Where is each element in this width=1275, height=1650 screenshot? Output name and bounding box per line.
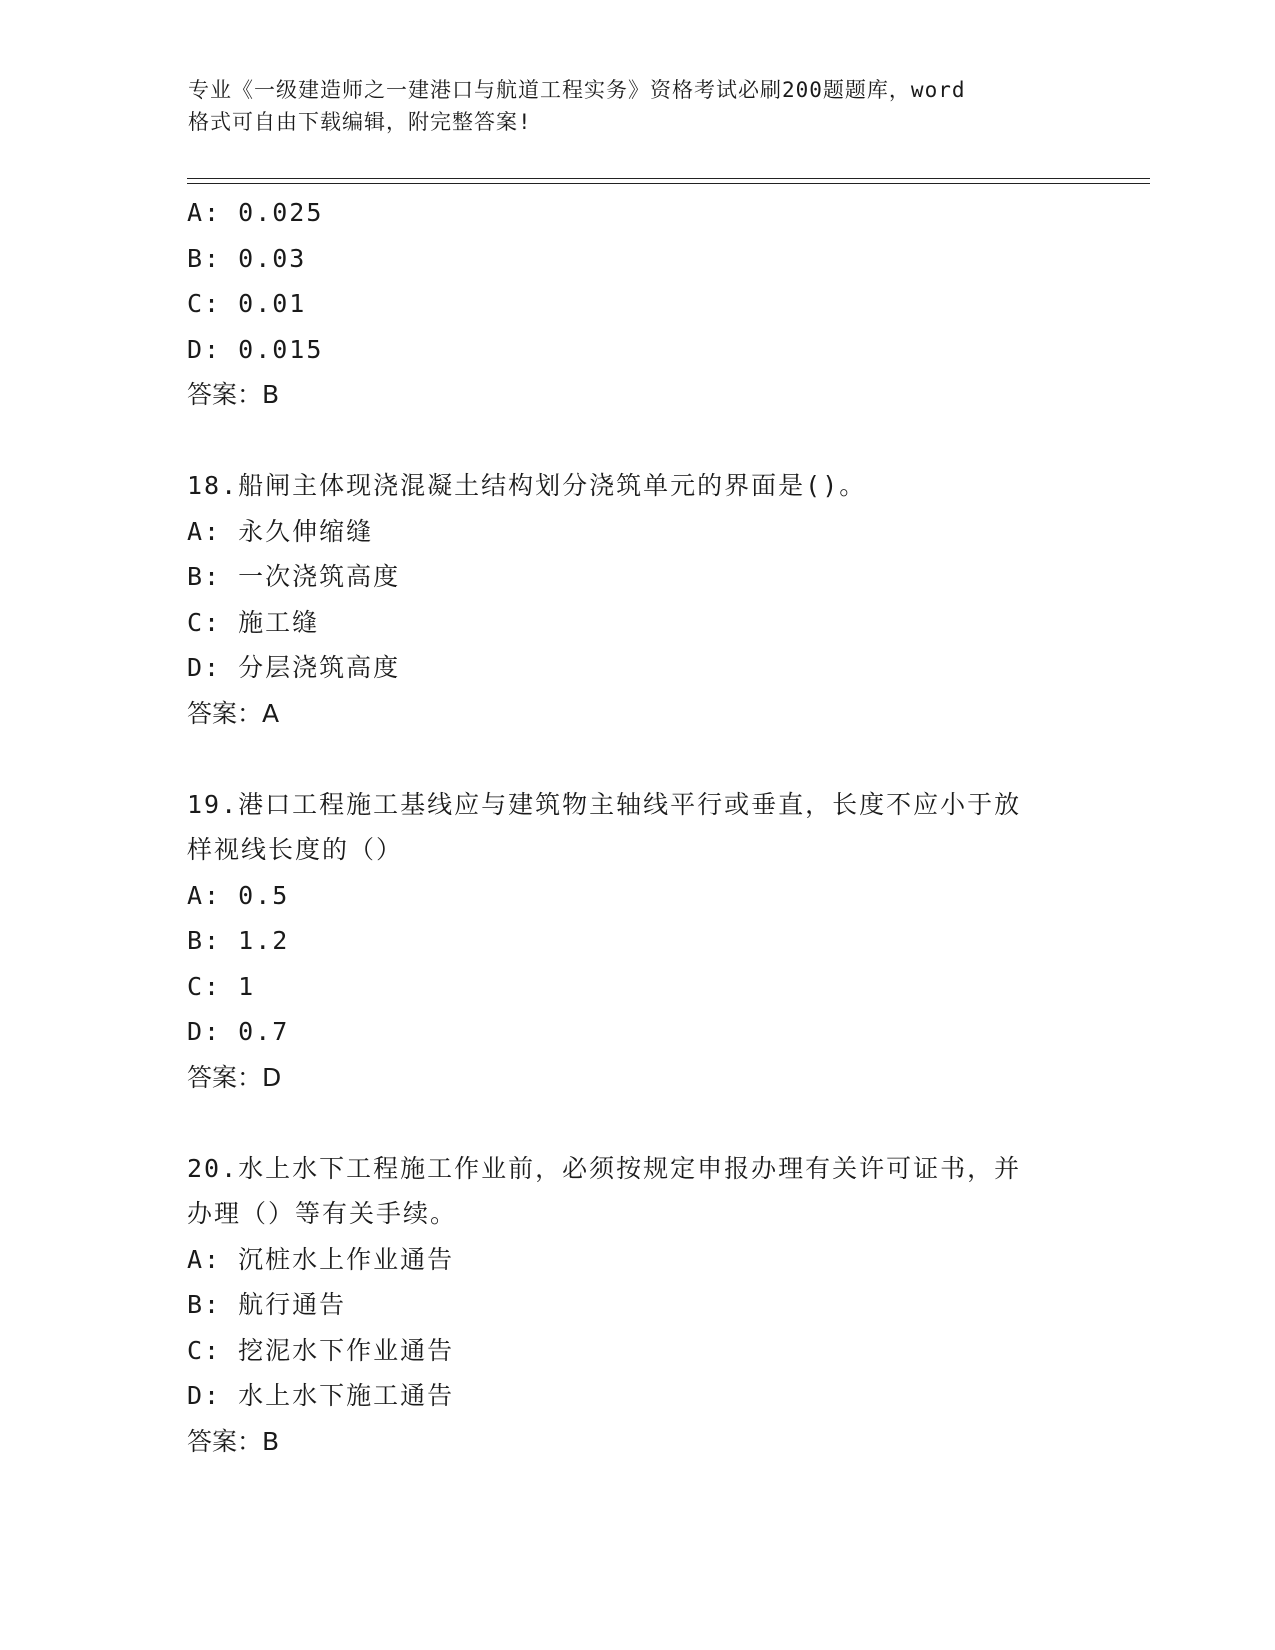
question-19-block (187, 782, 1107, 1101)
header-title-line-1: 专业《一级建造师之一建港口与航道工程实务》资格考试必刷200题题库，word (188, 78, 966, 102)
question-18-option-d: D: 分层浇筑高度 (187, 653, 401, 682)
question-18-text: 18.船闸主体现浇混凝土结构划分浇筑单元的界面是()。 (187, 471, 867, 500)
spacer (187, 1100, 1107, 1146)
spacer (187, 736, 1107, 782)
document-header (188, 74, 1088, 138)
question-19-option-c: C: 1 (187, 971, 256, 1001)
question-list (187, 190, 1107, 1464)
question-18-answer: 答案：A (187, 698, 280, 728)
question-17-option-a: A: 0.025 (187, 198, 324, 227)
question-19-answer: 答案：D (187, 1062, 282, 1092)
question-19-text-line-2: 样视线长度的（） (187, 835, 404, 864)
question-17-block (187, 190, 1107, 418)
question-18-option-b: B: 一次浇筑高度 (187, 562, 401, 591)
question-20-option-a: A: 沉桩水上作业通告 (187, 1244, 455, 1274)
question-20-text-line-2: 办理（）等有关手续。 (187, 1199, 458, 1228)
question-17-option-d: D: 0.015 (187, 334, 324, 364)
spacer (187, 418, 1107, 464)
question-20-option-c: C: 挖泥水下作业通告 (187, 1335, 455, 1365)
question-20-option-d: D: 水上水下施工通告 (187, 1381, 455, 1410)
question-18-option-a: A: 永久伸缩缝 (187, 516, 374, 546)
question-17-option-c: C: 0.01 (187, 289, 307, 318)
question-20-block (187, 1146, 1107, 1465)
question-20-text-line-1: 20.水上水下工程施工作业前，必须按规定申报办理有关许可证书，并 (187, 1153, 1022, 1183)
header-divider-bottom (187, 183, 1150, 184)
question-19-option-d: D: 0.7 (187, 1017, 290, 1046)
header-divider-top (187, 178, 1150, 179)
question-19-option-b: B: 1.2 (187, 926, 290, 955)
question-20-option-b: B: 航行通告 (187, 1290, 347, 1319)
question-18-option-c: C: 施工缝 (187, 607, 320, 637)
question-19-option-a: A: 0.5 (187, 880, 290, 910)
header-title-line-2: 格式可自由下载编辑，附完整答案! (188, 110, 532, 134)
question-18-block (187, 463, 1107, 736)
question-20-answer: 答案：B (187, 1426, 280, 1456)
question-17-answer: 答案：B (187, 380, 280, 409)
question-19-text-line-1: 19.港口工程施工基线应与建筑物主轴线平行或垂直，长度不应小于放 (187, 789, 1022, 819)
question-17-option-b: B: 0.03 (187, 243, 307, 273)
